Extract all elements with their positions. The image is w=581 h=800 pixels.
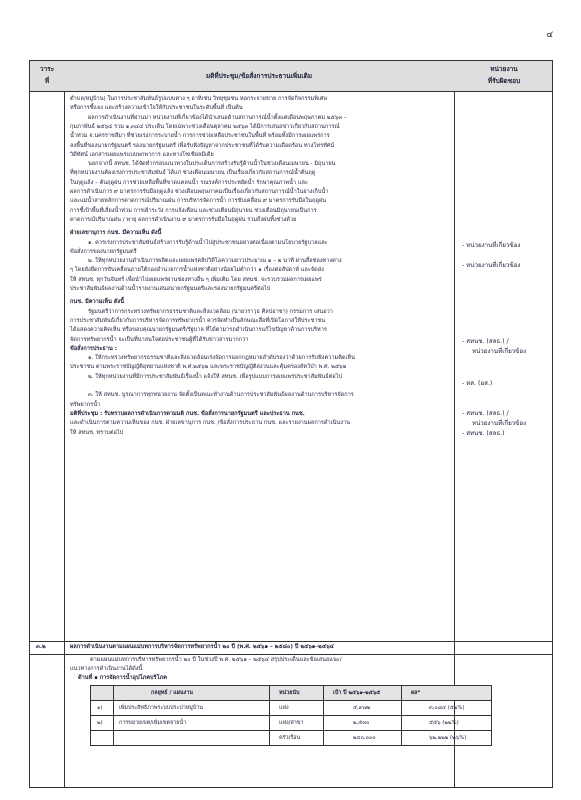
body-line: น้ำท่วม จ.นครราชสีมา ที่ช่วยเร่งการระบายน้ำ การการช่วยเหลือประชาชนในพื้นที่ พร้อมทั้งมีการเผยแพร่การ — [70, 133, 330, 140]
section-subtitle: ด้านที่ ๑ การจัดการน้ำอุปโภคบริโภค — [78, 675, 168, 681]
body-line: ผลการดำเนินงานที่ผ่านมา หน่วยงานที่เกี่ยวข้องได้นำเสนอด้านสถานการณ์น้ำตั้งแต่เดือนพฤษภาคม ๒๕๖๓ – — [88, 114, 347, 121]
table-cell: ๕,๙๗๒ — [353, 705, 371, 711]
section-title: ผลการดำเนินงานตามแผนแม่บทการบริหารจัดการทรัพยากรน้ำ ๒๐ ปี (พ.ศ. ๒๕๖๑ – ๒๕๘๐) ปี ๒๕๖๑–๒๕๖๔ — [70, 644, 334, 650]
strategy-header-cell: เป้า ปี ๒๕๖๑-๒๕๖๕ — [333, 690, 381, 696]
column-divider — [454, 61, 455, 787]
responsible-entry: - สทนช. (สลธ.) / — [462, 338, 509, 345]
column-divider — [269, 686, 270, 745]
body-line: การประชาสัมพันธ์เกี่ยวกับการบริหารจัดการทรัพยากรน้ำ ควรจัดทำเป็นลักษณะสื่อที่เปิดโอกาสให้ประชาชน — [70, 317, 326, 324]
body-line: ผลการดำเนินการ ๙ มาตรการรับมือฤดูแล้ง ช่วงเดือนพฤษภาคมเป็นเรื่องเกี่ยวกับสถานการณ์น้ำในอ่างเก็บน้ำ — [70, 189, 329, 195]
body-line: หรือการชี้แจง และสร้างความเข้าใจให้กับประชาชนในระดับพื้นที่ เป็นต้น — [70, 105, 243, 112]
body-line: ในฤดูแล้ง – ต้นฤดูฝน การช่วยเหลือพื้นที่ขาดแคลนน้ำ รณรงค์การประหยัดน้ำ รักษาคุณภาพน้ำ และ — [70, 179, 308, 186]
column-divider — [113, 686, 114, 745]
table-cell: ครัวเรือน — [279, 735, 301, 741]
column-divider — [401, 686, 402, 745]
column-divider — [64, 61, 65, 787]
responsible-entry: หน่วยงานที่เกี่ยวข้อง — [472, 348, 527, 355]
body-line: ๆ โดยยังยึดการขับเคลื่อนภายใต้กองอำนวยการน้ำแห่งชาติอย่างน้อยไม่ต่ำกว่า ๑ เรื่องต่อสัปดาห์ และจัดส่ง — [70, 267, 324, 274]
body-line: และแม่น้ำสายหลักการคาดการณ์ปริมาณฝน การบริหารจัดการน้ำ การขับเคลื่อน ๙ มาตรการรับมือในฤดูฝน — [70, 198, 327, 205]
body-line: ๑. ให้กระทรวงทรัพยากรธรรมชาติและสิ่งแวดล้อมเร่งจัดการออกกฎหมายลำดับรองว่าด้วยการรับฟังความคิดเห็น — [88, 355, 355, 362]
body-line: ๒. ให้ทุกหน่วยงานที่มีการประชาสัมพันธ์เรื่องน้ำ แจ้งให้ สทนช. เพื่อรูปแบบการเผยแพร่ประชาสัมพันธ์ต่อไป — [88, 373, 343, 380]
body-line: จัดการทรัพยากรน้ำ จะเป็นที่น่าสนใจต่อประชาชนผู้ที่ได้รับข่าวสารมากกว่า — [70, 336, 249, 343]
table-cell: ๒) — [97, 720, 103, 726]
body-line: รัฐมนตรีว่าการกระทรวงทรัพยากรธรรมชาติและสิ่งแวดล้อม (นายวราวุธ ศิลปอาชา) กรรมการ เสนอว่า — [88, 308, 333, 315]
section-intro: ตามแผนแม่บทการบริหารทรัพยากรน้ำ ๒๐ ปี ในช่วงปี พ.ศ. ๒๕๖๑ – ๒๕๖๔ สรุปประเด็นและข้อเสนอแนะ/ — [90, 657, 342, 663]
body-heading: ฝ่ายเลขานุการ กนช. มีความเห็น ดังนี้ — [70, 230, 162, 237]
responsible-entry: - สทนช. (สลธ.) / — [462, 410, 509, 417]
body-line: วิดีทัศน์ เอกสารเผยแพร่แบบพกพาการ และทางโซเชียลมีเดีย — [70, 151, 214, 158]
body-line: ที่ทุกหน่วยงานต้องเร่งการประชาสัมพันธ์ ได้แก่ ช่วงเตือนเมษายน เป็นเรื่องเกี่ยวกับสถานการณ์น้ำต้นฤดู — [70, 170, 316, 177]
responsible-entry: - หน่วยงานที่เกี่ยวข้อง — [462, 262, 521, 269]
header-line: หน่วยงาน — [490, 65, 518, 73]
responsible-entry: - หน่วยงานที่เกี่ยวข้อง — [462, 242, 521, 249]
table-header — [30, 61, 552, 92]
strategy-header-row — [91, 686, 491, 700]
header-responsible — [454, 63, 554, 87]
section-divider — [30, 654, 552, 655]
table-cell: การขยายเขต/เพิ่มเขตจ่ายน้ำ — [119, 720, 187, 726]
body-line: ๑. ควรเร่งการประชาสัมพันธ์สร้างการรับรู้ด้านน้ำไปสู่ประชาชนอย่างต่อเนื่องตามนโยบายรัฐบาลและ — [88, 239, 328, 246]
responsible-entry: - สทนช. (สลธ.) — [462, 430, 505, 437]
strategy-table — [90, 685, 492, 746]
table-cell: แห่ง — [279, 705, 289, 711]
header-line: ที่รับผิดชอบ — [487, 77, 521, 85]
table-cell: แห่ง/สาขา — [279, 720, 304, 726]
table-cell: เพิ่มประสิทธิภาพระบบประปาหมู่บ้าน — [119, 705, 203, 711]
body-line: ๒. ให้ทุกหน่วยงานดำเนินการผลิตและเผยแพร่คลิปวิดีโอความยาวประมาณ ๑ – ๒ นาที ผ่านสื่อช่องทางต่าง — [88, 258, 342, 265]
table-cell: ๒,๕๓๐ — [353, 720, 370, 726]
table-cell: ๕๕๖ (๒๒%) — [429, 720, 459, 726]
header-line: ที่ — [44, 77, 50, 85]
header-line: วาระ — [39, 65, 55, 73]
strategy-header-cell: กลยุทธ์ / แผนงาน — [151, 690, 193, 696]
table-row — [91, 730, 491, 745]
section-divider — [30, 641, 552, 642]
body-heading: มติที่ประชุม : รับทราบผลการดำเนินการตามมติ กนช. ข้อสั่งการนายกรัฐมนตรี และประธาน กนช. — [70, 410, 305, 417]
body-line: กุมภาพันธ์ ๒๕๖๔ รวม ๑,๓๔๔ ประเด็น โดยเฉพาะช่วงเดือนตุลาคม ๒๕๖๓ ได้มีการเสนอข่าวเกี่ยวกับสถานการณ์ — [70, 123, 340, 130]
responsible-entry: - ทส. (อส.) — [462, 380, 493, 387]
table-cell: ๑) — [97, 705, 103, 711]
body-line: และดำเนินการตามความเห็นของ กนช. ฝ่ายเลขานุการ กนช. /ข้อสั่งการประธาน กนช. และรายงานผลการดำเนินงาน — [70, 420, 350, 427]
table-cell: ๖๒,๒๒๒ (๒๖%) — [429, 735, 467, 741]
body-line: นอกจากนี้ สทนช. ได้จัดทำกรอบแนวทางในประเด็นการสร้างรับรู้ด้านน้ำในช่วงเดือนเมษายน - มิถุนายน — [88, 161, 336, 168]
strategy-header-cell: หน่วยนับ — [279, 690, 300, 696]
section-number: ๓.๒ — [36, 644, 46, 650]
column-divider — [323, 686, 324, 745]
body-line: ให้ สทนช. ทุกวันจันทร์ เพื่อนำไปเผยแพร่ผ่านช่องทางอื่น ๆ เพิ่มเติม โดย สทนช. จะรวบรวมผลการเผยแพร่ — [70, 276, 322, 283]
body-line: ตำบล/หมู่บ้าน) ในการประชาสัมพันธ์รูปแบบต่าง ๆ อาทิเช่น วิทยุชุมชน หอกระจายข่าย การจัดกิจกรรมพิเศษ — [70, 96, 328, 102]
header-agenda — [30, 63, 64, 87]
body-line: คาดการณ์ปริมาณฝน / พายุ ผลการดำเนินงาน ๙ มาตรการรับมือในฤดูฝน รวมถึงฝนทิ้งช่วงด้วย — [70, 216, 297, 223]
body-line: ประชาสัมพันธ์ผลงานด้านน้ำรายงานเสนอนายกรัฐมนตรีและรองนายกรัฐมนตรีต่อไป — [70, 286, 271, 292]
responsible-entry: หน่วยงานที่เกี่ยวข้อง — [472, 420, 527, 427]
section-intro: แนวทางการดำเนินงานได้ดังนี้ — [70, 666, 143, 672]
body-line: การชี้เป้าพื้นที่เสี่ยงน้ำท่วม การเฝ้าระวัง การแจ้งเตือน และช่วงเตือนมิถุนายน ช่วงเดือนมิถุนายนเป็นการ — [70, 207, 317, 214]
table-row — [91, 715, 491, 730]
body-line: ประชาชน ตามพระราชบัญญัติอุทยานแห่งชาติ พ.ศ.๒๕๖๒ และพระราชบัญญัติสงวนและคุ้มครองสัตว์ป่า พ.ศ. ๒๕๖๒ — [70, 364, 347, 371]
strategy-header-cell: ผล* — [411, 690, 421, 696]
table-cell: ๓,๐๘๔ (๕๒%) — [429, 705, 465, 711]
minutes-table — [29, 60, 553, 788]
body-heading: ข้อสั่งการประธาน : — [70, 345, 117, 352]
body-line: ๓. ให้ สทนช. บูรณาการทุกหน่วยงาน จัดตั้งเป็นคณะทำงานด้านการประชาสัมพันธ์ผลงานด้านการบริหารจัดการ — [88, 392, 354, 399]
page-number: ๔ — [546, 30, 553, 40]
body-line: ข้อสั่งการของนายกรัฐมนตรี — [70, 248, 137, 255]
body-line: ได้แสดงความคิดเห็น หรือขอบคุณนายกรัฐมนตรี/รัฐบาล ที่ได้ตามารถดำเนินการแก้ไขปัญหาด้านการบริหาร — [70, 327, 327, 334]
table-row — [91, 700, 491, 715]
body-line: ลงพื้นที่ของนายกรัฐมนตรี รองนายกรัฐมนตรี เพื่อรับฟังปัญหาจากประชาชนที่ได้รับความเดือดร้อน ทางโทรทัศน์ — [70, 142, 335, 149]
table-cell: ๒๔๐,๐๐๐ — [353, 735, 376, 741]
body-heading: กนช. มีความเห็น ดังนี้ — [70, 299, 125, 306]
body-line: ทรัพยากรน้ำ — [70, 401, 101, 408]
body-line: ให้ สทนช. ทราบต่อไป — [70, 429, 124, 436]
header-resolution: มติที่ประชุม/ข้อสั่งการประธานเพิ่มเติม — [205, 72, 313, 80]
